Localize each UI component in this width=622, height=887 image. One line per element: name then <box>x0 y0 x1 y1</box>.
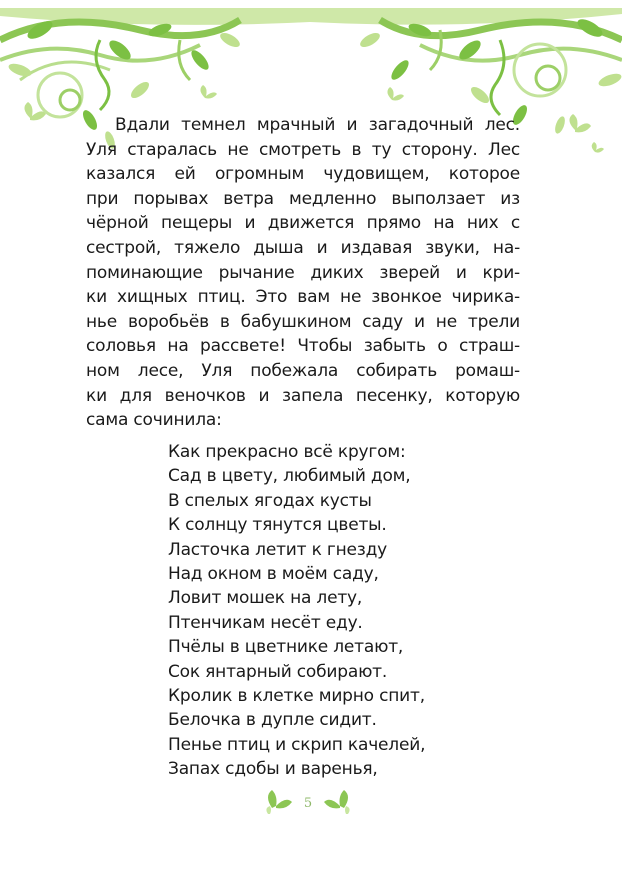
poem-line: Птенчикам несёт еду. <box>168 612 363 633</box>
poem-line: Ловит мошек на лету, <box>168 588 363 609</box>
poem-line: В спелых ягодах кусты <box>168 490 372 511</box>
paragraph-line: сестрой, тяжело дыша и издавая звуки, на- <box>86 237 520 258</box>
paragraph-line: при порывах ветра медленно выползает из <box>86 188 520 209</box>
story-paragraph-body <box>86 113 522 433</box>
poem-line: Кролик в клетке мирно спит, <box>168 685 425 706</box>
paragraph-line: Вдали темнел мрачный и загадочный лес. <box>115 115 520 135</box>
poem-line: Запах сдобы и варенья, <box>168 759 378 780</box>
paragraph-line: чёрной пещеры и движется прямо на них с <box>86 213 520 234</box>
poem-line: Над окном в моём саду, <box>168 563 379 584</box>
paragraph-line: соловья на рассвете! Чтобы забыть о страш- <box>86 336 520 357</box>
poem-line: К солнцу тянутся цветы. <box>168 515 387 536</box>
paragraph-line: казался ей огромным чудовищем, которое <box>86 164 520 185</box>
paragraph-line: нье воробьёв в бабушкином саду и не трели <box>86 311 520 332</box>
paragraph-line: ки хищных птиц. Это вам не звонкое чирика- <box>86 287 520 308</box>
poem-line: Белочка в дупле сидит. <box>168 710 377 731</box>
poem <box>168 440 528 781</box>
paragraph-line: Уля старалась не смотреть в ту сторону. Лес <box>86 139 520 160</box>
paragraph-line: ном лесе, Уля побежала собирать ромаш- <box>86 360 520 381</box>
poem-line: Пчёлы в цветнике летают, <box>168 637 404 658</box>
poem-line: Как прекрасно всё кругом: <box>168 442 406 462</box>
poem-line: Сад в цвету, любимый дом, <box>168 466 411 487</box>
poem-line: Ласточка летит к гнезду <box>168 539 387 560</box>
poem-line: Пенье птиц и скрип качелей, <box>168 734 426 755</box>
paragraph-line: поминающие рычание диких зверей и кри- <box>86 262 520 283</box>
page-footer <box>258 782 358 822</box>
paragraph-line: сама сочинила: <box>86 410 222 431</box>
poem-line: Сок янтарный собирают. <box>168 661 388 682</box>
page-number: 5 <box>303 796 313 811</box>
paragraph-line: ки для веночков и запела песенку, которую <box>86 385 520 406</box>
